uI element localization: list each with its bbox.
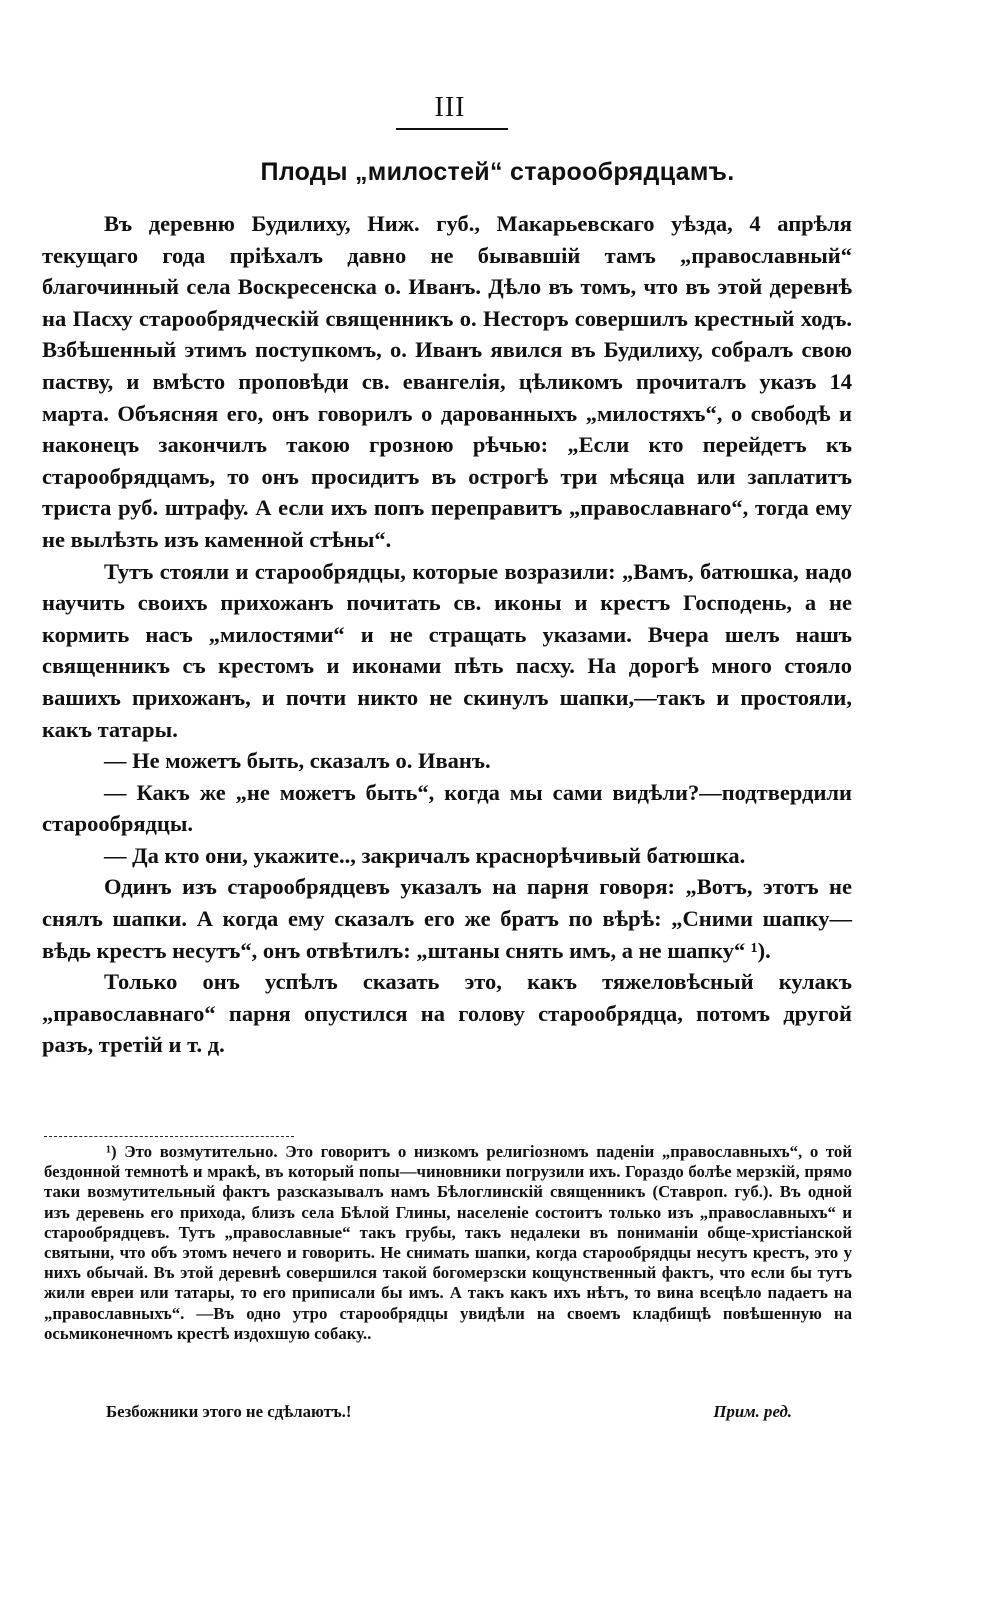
footnote-closing <box>106 1402 852 1422</box>
footnote <box>44 1142 852 1344</box>
editor-note-signature: Прим. ред. <box>713 1402 792 1421</box>
page-title: Плоды „милостей“ старообрядцамъ. <box>260 158 735 186</box>
paragraph: Въ деревню Будилиху, Ниж. губ., Макарьевскаго уѣзда, 4 апрѣля текущаго года пріѣхалъ давно не бывавшій тамъ „православный“ благочинный села Воскресенска о. Иванъ. Дѣло въ томъ, что въ этой деревнѣ на Пасху старообрядческій священникъ о. Несторъ совершилъ крестный ходъ. Взбѣшенный этимъ поступкомъ, о. Иванъ явился въ Будилиху, собралъ свою паству, и вмѣсто проповѣди св. евангелія, цѣликомъ прочиталъ указъ 14 марта. Объясняя его, онъ говорилъ о дарованныхъ „милостяхъ“, о свободѣ и наконецъ закончилъ такою грозною рѣчью: „Если кто перейдетъ къ старообрядцамъ, то онъ просидитъ въ острогѣ три мѣсяца или заплатитъ триста руб. штрафу. А если ихъ попъ переправитъ „православнаго“, тогда ему не вылѣзть изъ каменной стѣны“. <box>42 211 852 552</box>
paragraph: Тутъ стояли и старообрядцы, которые возразили: „Вамъ, батюшка, надо научить своихъ прихожанъ почитать св. иконы и крестъ Господень, а не кормить насъ „милостями“ и не стращать указами. Вчера шелъ нашъ священникъ съ крестомъ и иконами пѣть пасху. На дорогѣ много стояло вашихъ прихожанъ, и почти никто не скинулъ шапки,—такъ и простояли, какъ татары. <box>42 558 852 742</box>
article-body <box>42 208 852 1061</box>
paragraph: — Да кто они, укажите.., закричалъ краснорѣчивый батюшка. <box>104 842 746 868</box>
chapter-rule <box>396 128 508 130</box>
paragraph: Только онъ успѣлъ сказать это, какъ тяжеловѣсный кулакъ „православнаго“ парня опустился на голову старообрядца, потомъ другой разъ, третій и т. д. <box>42 969 852 1058</box>
footnote-divider <box>44 1136 294 1137</box>
chapter-number: III <box>434 92 466 123</box>
footnote-text: ¹) Это возмутительно. Это говоритъ о низкомъ религіозномъ паденіи „православныхъ“, о той бездонной темнотѣ и мракѣ, въ который попы—чиновники погрузили ихъ. Гораздо болѣе мерзкій, прямо таки возмутительный фактъ разсказывалъ намъ Бѣлоглинскій священникъ (Ставроп. губ.). Въ одной изъ деревень его прихода, близъ села Бѣлой Глины, населеніе состоитъ только изъ „православныхъ“ и старообрядцевъ. Тутъ „православные“ такъ грубы, такъ недалеки въ пониманіи обще-христіанской святыни, что объ этомъ нечего и говорить. Не снимать шапки, когда старообрядцы несутъ крестъ, это у нихъ обычай. Въ этой деревнѣ совершился такой богомерзски кощунственный фактъ, что если бы тутъ жили евреи или татары, то его приписали бы имъ. А такъ какъ ихъ нѣтъ, то вина всецѣло падаетъ на „православныхъ“. —Въ одно утро старообрядцы увидѣли на своемъ кладбищѣ повѣшенную на осьмиконечномъ крестѣ издохшую собаку.. <box>44 1142 852 1343</box>
paragraph: — Какъ же „не можетъ быть“, когда мы сами видѣли?—подтвердили старообрядцы. <box>42 779 852 837</box>
paragraph: — Не можетъ быть, сказалъ о. Иванъ. <box>104 748 491 774</box>
footnote-last-line: Безбожники этого не сдѣлаютъ.! <box>106 1402 352 1421</box>
paragraph: Одинъ изъ старообрядцевъ указалъ на парня говоря: „Вотъ, этотъ не снялъ шапки. А когда ему сказалъ его же братъ по вѣрѣ: „Сними шапку—вѣдь крестъ несутъ“, онъ отвѣтилъ: „штаны снять имъ, а не шапку“ ¹). <box>42 874 852 963</box>
